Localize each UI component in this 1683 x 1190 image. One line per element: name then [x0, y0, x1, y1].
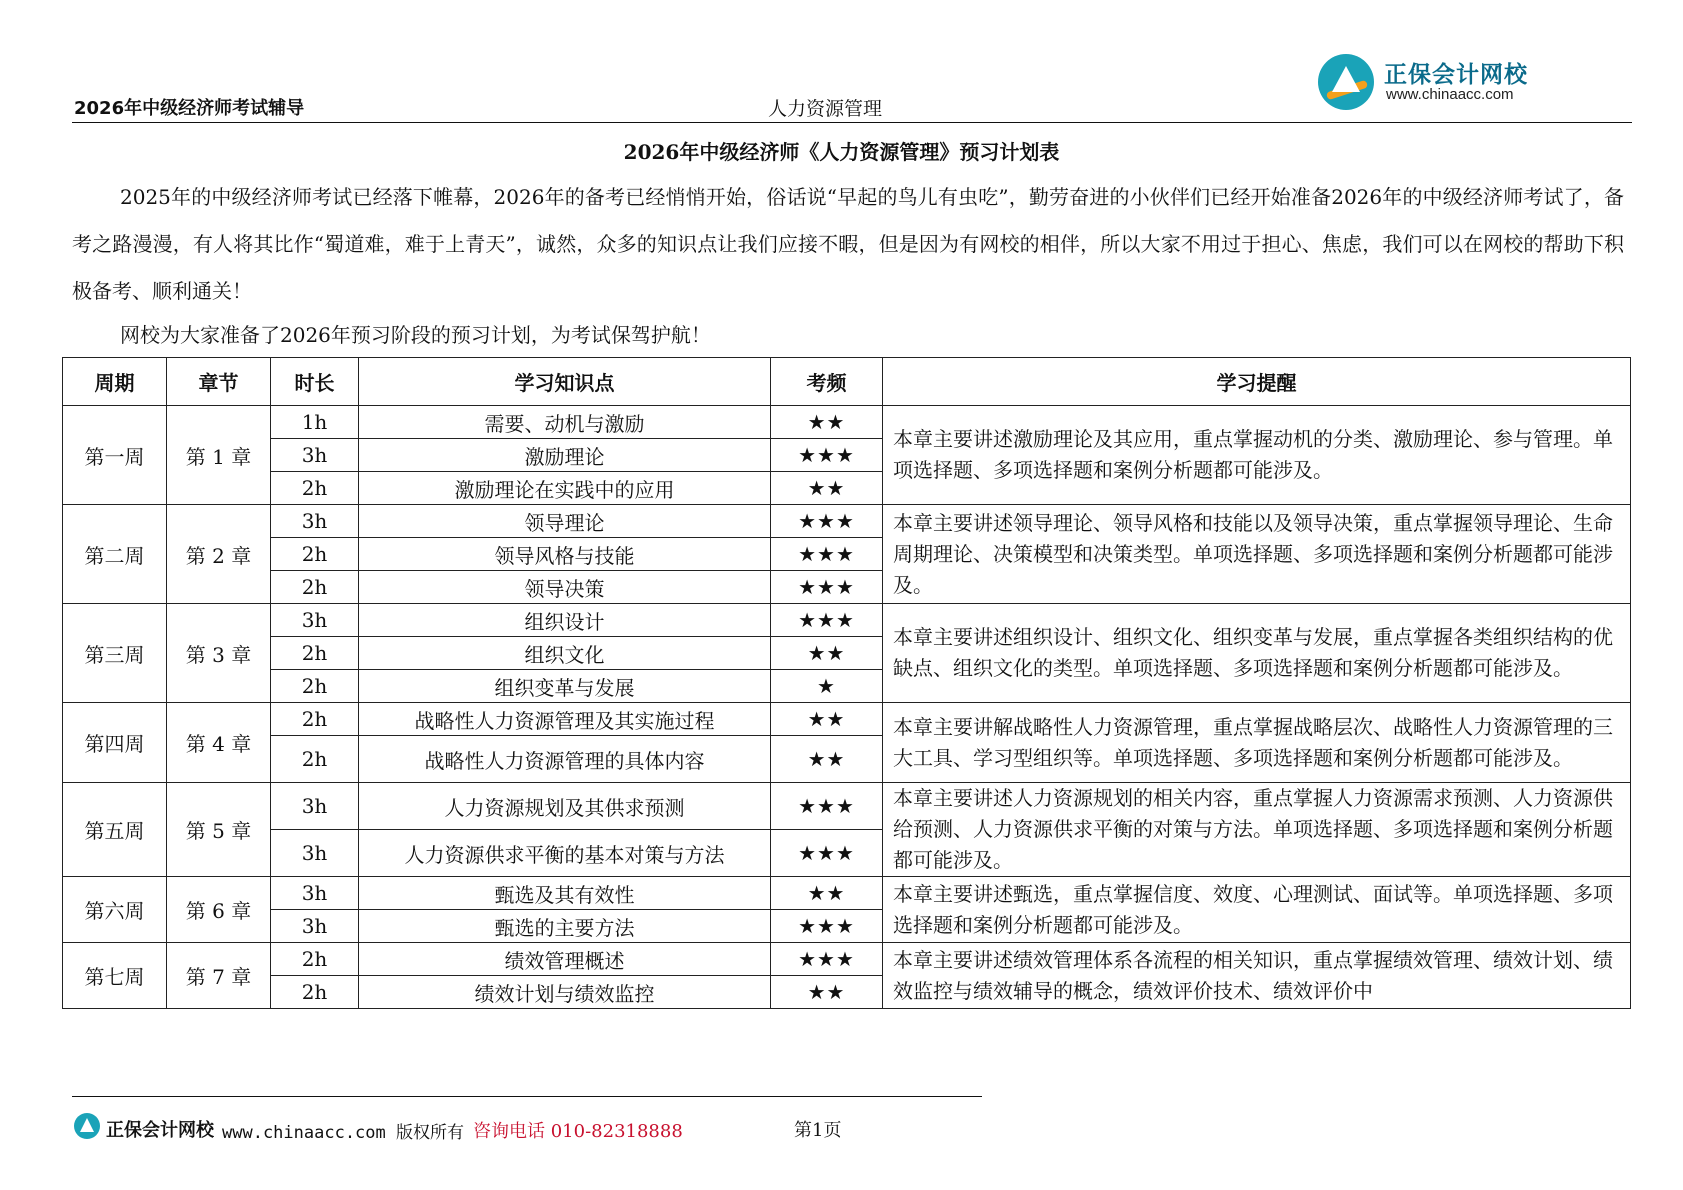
table-row	[63, 505, 1631, 538]
duration-cell: 3h	[271, 910, 359, 943]
remark-cell: 本章主要讲述组织设计、组织文化、组织变革与发展，重点掌握各类组织结构的优缺点、组织文化的类型。单项选择题、多项选择题和案例分析题都可能涉及。	[883, 604, 1631, 703]
week-cell: 第三周	[63, 604, 167, 703]
remark-cell: 本章主要讲述甄选，重点掌握信度、效度、心理测试、面试等。单项选择题、多项选择题和案例分析题都可能涉及。	[883, 877, 1631, 943]
footer-divider	[72, 1096, 982, 1097]
topic-cell: 需要、动机与激励	[359, 406, 771, 439]
duration-cell: 1h	[271, 406, 359, 439]
topic-cell: 激励理论	[359, 439, 771, 472]
table-row	[63, 703, 1631, 736]
chapter-cell: 第 6 章	[167, 877, 271, 943]
col-header-chapter: 章节	[167, 358, 271, 406]
frequency-stars: ★★	[771, 472, 883, 505]
topic-cell: 组织文化	[359, 637, 771, 670]
duration-cell: 2h	[271, 637, 359, 670]
chapter-cell: 第 5 章	[167, 783, 271, 877]
week-cell: 第一周	[63, 406, 167, 505]
duration-cell: 2h	[271, 736, 359, 783]
topic-cell: 绩效计划与绩效监控	[359, 976, 771, 1009]
table-header-row	[63, 358, 1631, 406]
duration-cell: 3h	[271, 505, 359, 538]
chapter-cell: 第 3 章	[167, 604, 271, 703]
frequency-stars: ★★	[771, 976, 883, 1009]
topic-cell: 领导决策	[359, 571, 771, 604]
table-row	[63, 604, 1631, 637]
topic-cell: 战略性人力资源管理的具体内容	[359, 736, 771, 783]
frequency-stars: ★	[771, 670, 883, 703]
duration-cell: 2h	[271, 703, 359, 736]
week-cell: 第六周	[63, 877, 167, 943]
remark-cell: 本章主要讲述领导理论、领导风格和技能以及领导决策，重点掌握领导理论、生命周期理论、决策模型和决策类型。单项选择题、多项选择题和案例分析题都可能涉及。	[883, 505, 1631, 604]
frequency-stars: ★★★	[771, 910, 883, 943]
header-subject: 人力资源管理	[768, 98, 883, 120]
week-cell: 第四周	[63, 703, 167, 783]
chapter-cell: 第 4 章	[167, 703, 271, 783]
col-header-topic: 学习知识点	[359, 358, 771, 406]
page-number: 第1页	[794, 1120, 842, 1141]
col-header-week: 周期	[63, 358, 167, 406]
footer-site-link[interactable]: www.chinaacc.com 版权所有	[222, 1123, 464, 1143]
intro-paragraph-2: 网校为大家准备了2026年预习阶段的预习计划，为考试保驾护航！	[120, 323, 711, 347]
topic-cell: 人力资源规划及其供求预测	[359, 783, 771, 830]
document-title: 2026年中级经济师《人力资源管理》预习计划表	[623, 140, 1060, 164]
topic-cell: 人力资源供求平衡的基本对策与方法	[359, 830, 771, 877]
duration-cell: 2h	[271, 472, 359, 505]
topic-cell: 绩效管理概述	[359, 943, 771, 976]
chapter-cell: 第 2 章	[167, 505, 271, 604]
frequency-stars: ★★★	[771, 505, 883, 538]
col-header-frequency: 考频	[771, 358, 883, 406]
frequency-stars: ★★	[771, 877, 883, 910]
week-cell: 第七周	[63, 943, 167, 1009]
col-header-duration: 时长	[271, 358, 359, 406]
intro-paragraph: 2025年的中级经济师考试已经落下帷幕，2026年的备考已经悄悄开始，俗话说“早起的鸟儿有虫吃”，勤劳奋进的小伙伴们已经开始准备2026年的中级经济师考试了，备考之路漫漫，有人将其比作“蜀道难，难于上青天”，诚然，众多的知识点让我们应接不暇，但是因为有网校的相伴，所以大家不用过于担心、焦虑，我们可以在网校的帮助下积极备考、顺利通关！	[72, 185, 1624, 303]
frequency-stars: ★★★	[771, 604, 883, 637]
week-cell: 第二周	[63, 505, 167, 604]
chinaacc-logo-icon	[1318, 54, 1374, 110]
duration-cell: 3h	[271, 439, 359, 472]
footer-phone: 咨询电话 010-82318888	[473, 1121, 683, 1142]
table-row	[63, 943, 1631, 976]
frequency-stars: ★★	[771, 406, 883, 439]
week-cell: 第五周	[63, 783, 167, 877]
topic-cell: 领导理论	[359, 505, 771, 538]
duration-cell: 3h	[271, 604, 359, 637]
topic-cell: 激励理论在实践中的应用	[359, 472, 771, 505]
chapter-cell: 第 1 章	[167, 406, 271, 505]
footer-brand: 正保会计网校	[106, 1120, 214, 1141]
topic-cell: 甄选及其有效性	[359, 877, 771, 910]
frequency-stars: ★★★	[771, 830, 883, 877]
remark-cell: 本章主要讲解战略性人力资源管理，重点掌握战略层次、战略性人力资源管理的三大工具、学习型组织等。单项选择题、多项选择题和案例分析题都可能涉及。	[883, 703, 1631, 783]
logo-url: www.chinaacc.com	[1386, 86, 1514, 103]
topic-cell: 组织变革与发展	[359, 670, 771, 703]
frequency-stars: ★★★	[771, 571, 883, 604]
frequency-stars: ★★	[771, 637, 883, 670]
frequency-stars: ★★★	[771, 439, 883, 472]
duration-cell: 2h	[271, 976, 359, 1009]
frequency-stars: ★★★	[771, 538, 883, 571]
frequency-stars: ★★★	[771, 783, 883, 830]
logo-name: 正保会计网校	[1384, 62, 1528, 88]
duration-cell: 2h	[271, 571, 359, 604]
header-divider	[72, 122, 1632, 123]
study-plan-table	[62, 357, 1631, 1009]
brand-logo[interactable]	[1318, 54, 1618, 110]
remark-cell: 本章主要讲述人力资源规划的相关内容，重点掌握人力资源需求预测、人力资源供给预测、人力资源供求平衡的对策与方法。单项选择题、多项选择题和案例分析题都可能涉及。	[883, 783, 1631, 877]
duration-cell: 2h	[271, 670, 359, 703]
col-header-remark: 学习提醒	[883, 358, 1631, 406]
remark-cell: 本章主要讲述激励理论及其应用，重点掌握动机的分类、激励理论、参与管理。单项选择题、多项选择题和案例分析题都可能涉及。	[883, 406, 1631, 505]
duration-cell: 3h	[271, 830, 359, 877]
frequency-stars: ★★	[771, 703, 883, 736]
topic-cell: 组织设计	[359, 604, 771, 637]
duration-cell: 3h	[271, 783, 359, 830]
table-row	[63, 783, 1631, 830]
frequency-stars: ★★	[771, 736, 883, 783]
duration-cell: 2h	[271, 538, 359, 571]
duration-cell: 2h	[271, 943, 359, 976]
topic-cell: 领导风格与技能	[359, 538, 771, 571]
header-course-title: 2026年中级经济师考试辅导	[74, 98, 305, 119]
table-row	[63, 877, 1631, 910]
footer-logo-icon	[74, 1113, 100, 1139]
topic-cell: 甄选的主要方法	[359, 910, 771, 943]
remark-cell: 本章主要讲述绩效管理体系各流程的相关知识，重点掌握绩效管理、绩效计划、绩效监控与绩效辅导的概念，绩效评价技术、绩效评价中	[883, 943, 1631, 1009]
duration-cell: 3h	[271, 877, 359, 910]
topic-cell: 战略性人力资源管理及其实施过程	[359, 703, 771, 736]
frequency-stars: ★★★	[771, 943, 883, 976]
table-row	[63, 406, 1631, 439]
chapter-cell: 第 7 章	[167, 943, 271, 1009]
